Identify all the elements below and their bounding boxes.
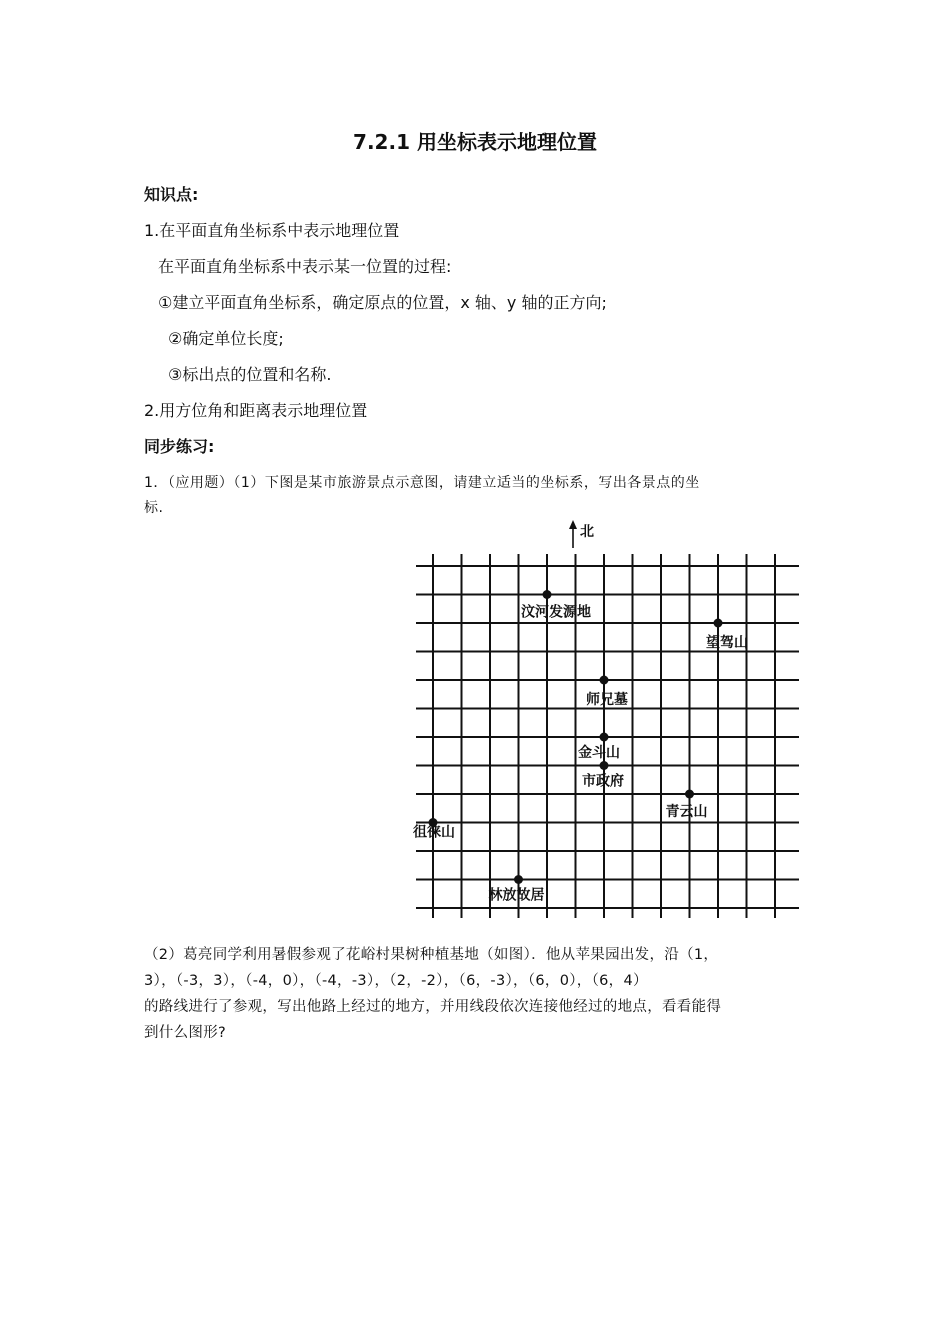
exercise-2-line-1: （2）葛亮同学利用暑假参观了花峪村果树种植基地（如图）．他从苹果园出发，沿（1， bbox=[144, 947, 719, 963]
place-label: 汶河发源地 bbox=[521, 604, 591, 621]
place-marker bbox=[514, 875, 523, 884]
exercise-2-line-2: 3），（-3，3），（-4，0），（-4，-3），（2，-2），（6，-3），（6，0），（6，4） bbox=[144, 973, 648, 989]
knowledge-step-2: ②确定单位长度; bbox=[168, 329, 284, 348]
place-marker bbox=[600, 761, 609, 770]
place-label: 徂徕山 bbox=[413, 824, 455, 841]
knowledge-point-1: 1.在平面直角坐标系中表示地理位置 bbox=[144, 221, 400, 240]
knowledge-heading: 知识点: bbox=[144, 185, 199, 204]
knowledge-point-2: 2.用方位角和距离表示地理位置 bbox=[144, 401, 368, 420]
place-marker bbox=[600, 733, 609, 742]
exercise-2-line-3: 的路线进行了参观，写出他路上经过的地方，并用线段依次连接他经过的地点，看看能得 bbox=[144, 999, 722, 1015]
place-label: 师兄墓 bbox=[586, 692, 628, 708]
place-label: 林放故居 bbox=[488, 887, 545, 904]
knowledge-process: 在平面直角坐标系中表示某一位置的过程: bbox=[158, 257, 452, 276]
exercise-2-line-4: 到什么图形? bbox=[144, 1025, 226, 1041]
practice-heading: 同步练习: bbox=[144, 437, 215, 456]
knowledge-step-3: ③标出点的位置和名称. bbox=[168, 365, 332, 384]
north-label: 北 bbox=[580, 524, 594, 540]
exercise-1-line-2: 标. bbox=[144, 500, 164, 516]
place-label: 金斗山 bbox=[578, 745, 620, 761]
place-marker bbox=[714, 619, 723, 628]
page-title: 7.2.1 用坐标表示地理位置 bbox=[353, 130, 597, 154]
knowledge-step-1: ①建立平面直角坐标系，确定原点的位置，x 轴、y 轴的正方向; bbox=[158, 293, 607, 312]
exercise-1-line-1: 1．（应用题）（1）下图是某市旅游景点示意图，请建立适当的坐标系，写出各景点的坐 bbox=[144, 475, 700, 491]
place-label: 望驾山 bbox=[706, 635, 748, 651]
scenic-spots-map bbox=[410, 518, 800, 918]
north-arrow bbox=[569, 520, 594, 548]
place-marker bbox=[600, 676, 609, 685]
place-label: 青云山 bbox=[665, 804, 708, 820]
place-label: 市政府 bbox=[582, 773, 624, 790]
place-marker bbox=[543, 590, 552, 599]
north-arrow-head bbox=[569, 520, 577, 529]
place-marker bbox=[685, 790, 694, 799]
